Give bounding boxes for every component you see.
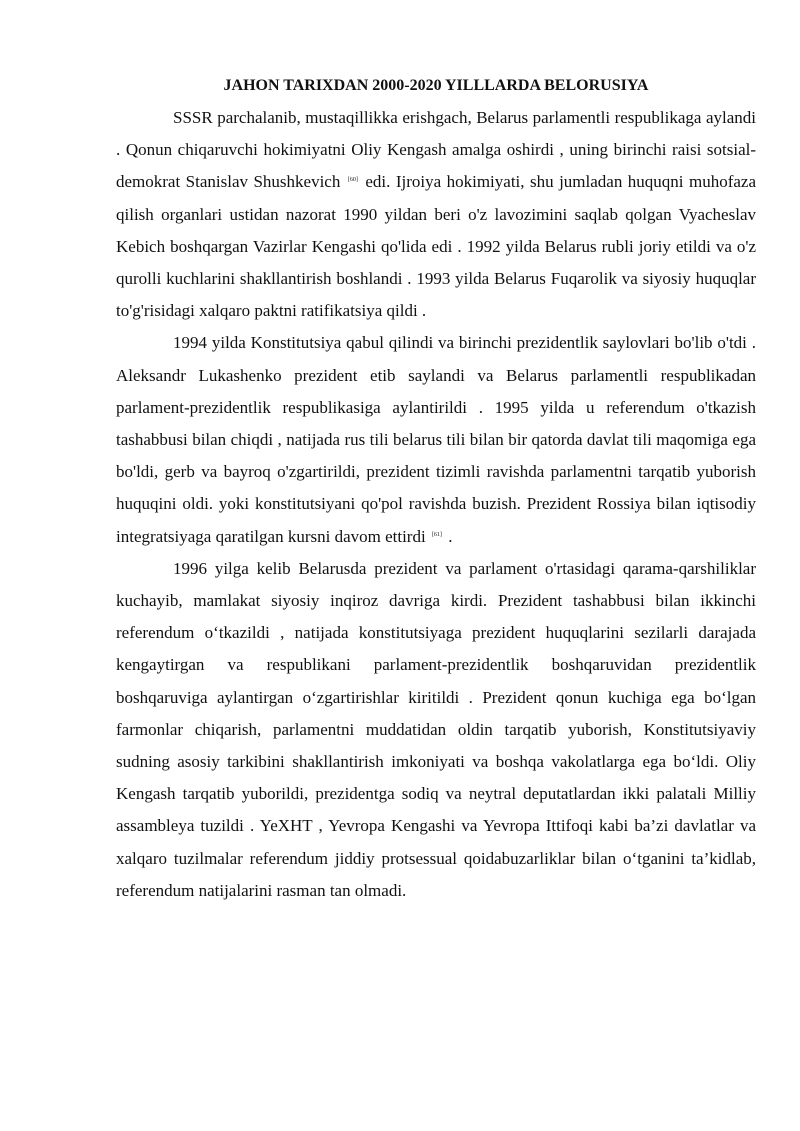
- paragraph-1-text-cont: edi. Ijroiya hokimiyati, shu jumladan huquqni muhofaza qilish organlari ustidan nazorat 1990 yildan beri o'z lavozimini saqlab qolgan Vyacheslav Kebich boshqargan Vazirlar Kengashi qo'lida edi . 1992 yilda Belarus rubli joriy etildi va o'z qurolli kuchlarini shakllantirish boshlandi . 1993 yilda Belarus Fuqarolik va siyosiy huquqlar to'g'risidagi xalqaro paktni ratifikatsiya qildi .: [116, 172, 757, 321]
- paragraph-2-text-cont: .: [448, 526, 453, 546]
- paragraph-1-text: SSSR parchalanib, mustaqillikka erishgach, Belarus parlamentli respublikaga aylandi . Qonun chiqaruvchi hokimiyatni Oliy Kengash amalga oshirdi , uning birinchi raisi sotsial-demokrat Stanislav Shushkevich: [116, 108, 756, 192]
- document-page: [116, 70, 756, 907]
- paragraph-1: [116, 102, 756, 327]
- document-title: JAHON TARIXDAN 2000-2020 YILLLARDA BELORUSIYA: [223, 77, 649, 94]
- paragraph-2: [116, 327, 756, 552]
- paragraph-3-text: 1996 yilga kelib Belarusda prezident va parlament o'rtasidagi qarama-qarshiliklar kuchayib, mamlakat siyosiy inqiroz davriga kirdi. Prezident tashabbusi bilan ikkinchi referendum o‘tkazildi , natijada konstitutsiyaga prezident huquqlarini sezilarli darajada kengaytirgan va respublikani parlament-prezidentlik boshqaruvidan prezidentlik boshqaruviga aylantirgan o‘zgartirishlar kiritildi . Prezident qonun kuchiga ega bo‘lgan farmonlar chiqarish, parlamentni muddatidan oldin tarqatib yuborish, Konstitutsiyaviy sudning asosiy tarkibini shakllantirish imkoniyati va boshqa vakolatlarga ega bo‘ldi. Oliy Kengash tarqatib yuborildi, prezidentga sodiq va neytral deputatlardan ikki palatali Milliy assambleya tuzildi . YeXHT , Yevropa Kengashi va Yevropa Ittifoqi kabi ba’zi davlatlar va xalqaro tuzilmalar referendum jiddiy protsessual qoidabuzarliklar bilan o‘tganini ta’kidlab, referendum natijalarini rasman tan olmadi.: [116, 558, 756, 900]
- paragraph-2-text: 1994 yilda Konstitutsiya qabul qilindi va birinchi prezidentlik saylovlari bo'lib o'tdi . Aleksandr Lukashenko prezident etib saylandi va Belarus parlamentli respublikadan parlament-prezidentlik respublikasiga aylantirildi . 1995 yilda u referendum o'tkazish tashabbusi bilan chiqdi , natijada rus tili belarus tili bilan bir qatorda davlat tili maqomiga ega bo'ldi, gerb va bayroq o'zgartirildi, prezident tizimli ravishda parlamentni tarqatib yuborish huquqini oldi. yoki konstitutsiyani qo'pol ravishda buzish. Prezident Rossiya bilan iqtisodiy integratsiyaga qaratilgan kursni davom ettirdi: [116, 333, 756, 546]
- footnote-ref-61[interactable]: [61]: [431, 531, 442, 538]
- footnote-ref-60[interactable]: [60]: [347, 177, 358, 184]
- paragraph-3: [116, 553, 756, 907]
